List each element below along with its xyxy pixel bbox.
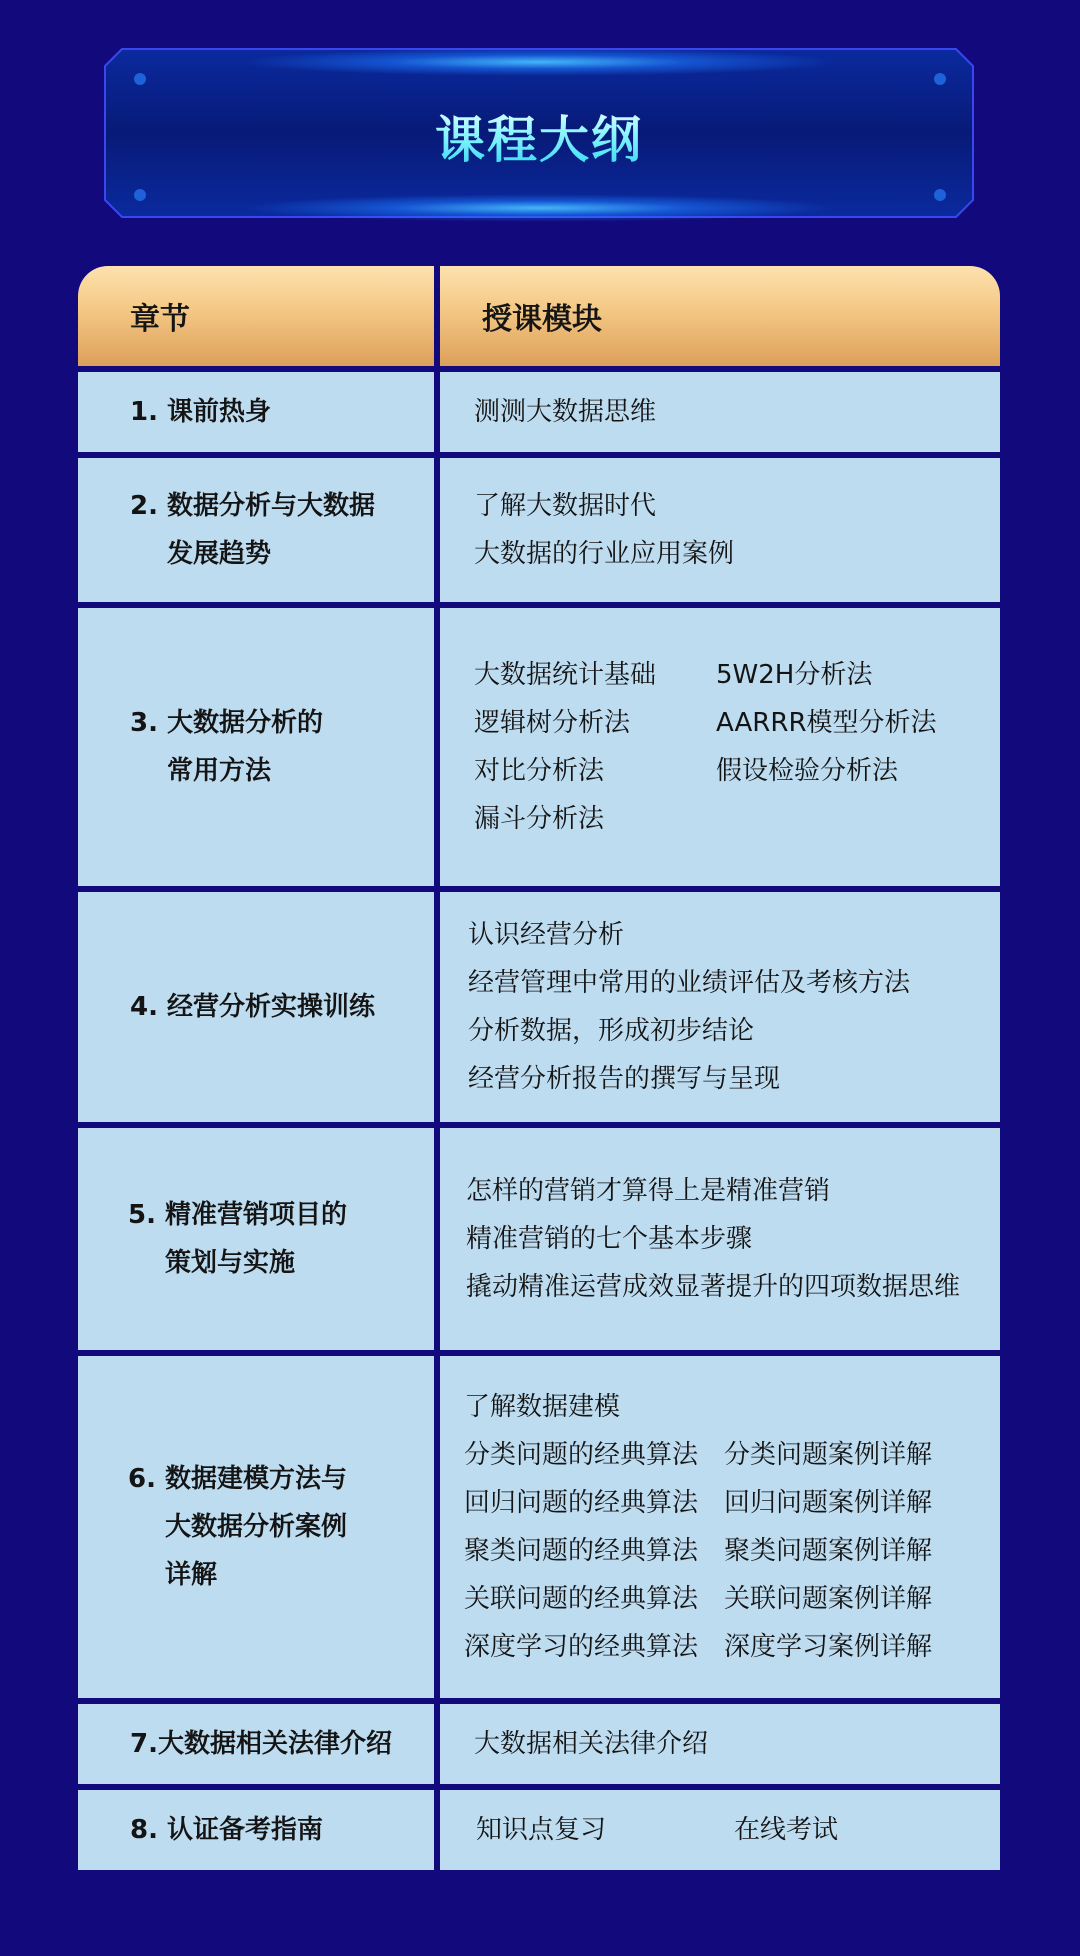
modules-cell xyxy=(440,1128,1000,1350)
module-item: 大数据相关法律介绍 xyxy=(474,1729,709,1759)
table-row xyxy=(78,1128,1000,1350)
module-item: 撬动精准运营成效显著提升的四项数据思维 xyxy=(466,1272,961,1302)
module-item: 回归问题的经典算法 xyxy=(464,1488,699,1518)
chapter-cell xyxy=(78,1128,434,1350)
banner-glow-bottom xyxy=(239,194,839,222)
module-item: 分析数据，形成初步结论 xyxy=(468,1016,755,1046)
module-item: 怎样的营销才算得上是精准营销 xyxy=(466,1176,831,1206)
module-item: 分类问题案例详解 xyxy=(724,1440,933,1470)
module-item: 经营管理中常用的业绩评估及考核方法 xyxy=(468,968,911,998)
module-item: 关联问题的经典算法 xyxy=(464,1584,699,1614)
module-item: 聚类问题案例详解 xyxy=(724,1536,933,1566)
chapter-title: 课前热身 xyxy=(167,397,272,427)
corner-dot xyxy=(134,73,146,85)
chapter-number: 4. xyxy=(130,992,168,1022)
corner-dot xyxy=(134,189,146,201)
modules-cell xyxy=(440,608,1000,886)
page-title: 课程大纲 xyxy=(104,100,974,172)
course-outline-table xyxy=(78,266,1000,1870)
chapter-number: 5. xyxy=(128,1200,166,1230)
table-row xyxy=(78,1704,1000,1784)
chapter-number: 1. xyxy=(130,397,168,427)
corner-dot xyxy=(934,189,946,201)
chapter-title: 认证备考指南 xyxy=(167,1815,324,1845)
chapter-title: 大数据相关法律介绍 xyxy=(157,1729,392,1759)
module-item: 对比分析法 xyxy=(474,756,605,786)
module-item: 深度学习的经典算法 xyxy=(464,1632,699,1662)
module-item: 假设检验分析法 xyxy=(716,756,899,786)
chapter-title: 常用方法 xyxy=(167,756,272,786)
module-item: 聚类问题的经典算法 xyxy=(464,1536,699,1566)
module-item: 分类问题的经典算法 xyxy=(464,1440,699,1470)
chapter-number: 3. xyxy=(130,708,168,738)
title-banner xyxy=(104,48,974,218)
chapter-cell xyxy=(78,458,434,602)
chapter-title: 精准营销项目的 xyxy=(165,1200,348,1230)
module-item: 大数据统计基础 xyxy=(474,660,657,690)
modules-cell xyxy=(440,892,1000,1122)
chapter-cell xyxy=(78,608,434,886)
modules-cell xyxy=(440,458,1000,602)
chapter-number: 6. xyxy=(128,1464,166,1494)
table-row xyxy=(78,1356,1000,1698)
chapter-cell xyxy=(78,372,434,452)
chapter-title: 数据分析与大数据 xyxy=(167,491,376,521)
table-row xyxy=(78,608,1000,886)
module-item: 知识点复习 xyxy=(476,1815,607,1845)
module-item: 经营分析报告的撰写与呈现 xyxy=(468,1064,781,1094)
module-item: 逻辑树分析法 xyxy=(474,708,631,738)
chapter-title: 数据建模方法与 xyxy=(165,1464,348,1494)
table-row xyxy=(78,1790,1000,1870)
modules-cell xyxy=(440,372,1000,452)
chapter-cell xyxy=(78,1790,434,1870)
chapter-title: 策划与实施 xyxy=(165,1248,296,1278)
chapter-number: 2. xyxy=(130,491,168,521)
module-item: 5W2H分析法 xyxy=(716,660,873,690)
module-intro: 了解数据建模 xyxy=(464,1392,621,1422)
chapter-title: 详解 xyxy=(165,1560,218,1590)
modules-cell xyxy=(440,1790,1000,1870)
module-item: 关联问题案例详解 xyxy=(724,1584,933,1614)
chapter-title: 发展趋势 xyxy=(167,539,272,569)
corner-dot xyxy=(934,73,946,85)
module-item: 精准营销的七个基本步骤 xyxy=(466,1224,753,1254)
modules-cell xyxy=(440,1356,1000,1698)
table-header-row xyxy=(78,266,1000,366)
chapter-title: 大数据分析的 xyxy=(167,708,324,738)
table-row xyxy=(78,458,1000,602)
chapter-title: 大数据分析案例 xyxy=(165,1512,348,1542)
module-item: 测测大数据思维 xyxy=(474,397,657,427)
module-item: 大数据的行业应用案例 xyxy=(474,539,735,569)
module-item: 认识经营分析 xyxy=(468,920,625,950)
modules-cell xyxy=(440,1704,1000,1784)
header-modules: 授课模块 xyxy=(440,266,1000,366)
chapter-title: 经营分析实操训练 xyxy=(167,992,376,1022)
module-item: 在线考试 xyxy=(734,1815,839,1845)
table-row xyxy=(78,892,1000,1122)
chapter-cell xyxy=(78,892,434,1122)
chapter-number: 7. xyxy=(130,1729,158,1759)
chapter-number: 8. xyxy=(130,1815,168,1845)
banner-glow-top xyxy=(239,48,839,76)
module-item: 了解大数据时代 xyxy=(474,491,657,521)
module-item: 漏斗分析法 xyxy=(474,804,605,834)
chapter-cell xyxy=(78,1356,434,1698)
chapter-cell xyxy=(78,1704,434,1784)
header-chapter: 章节 xyxy=(78,266,434,366)
module-item: 回归问题案例详解 xyxy=(724,1488,933,1518)
module-item: AARRR模型分析法 xyxy=(716,708,937,738)
module-item: 深度学习案例详解 xyxy=(724,1632,933,1662)
table-row xyxy=(78,372,1000,452)
